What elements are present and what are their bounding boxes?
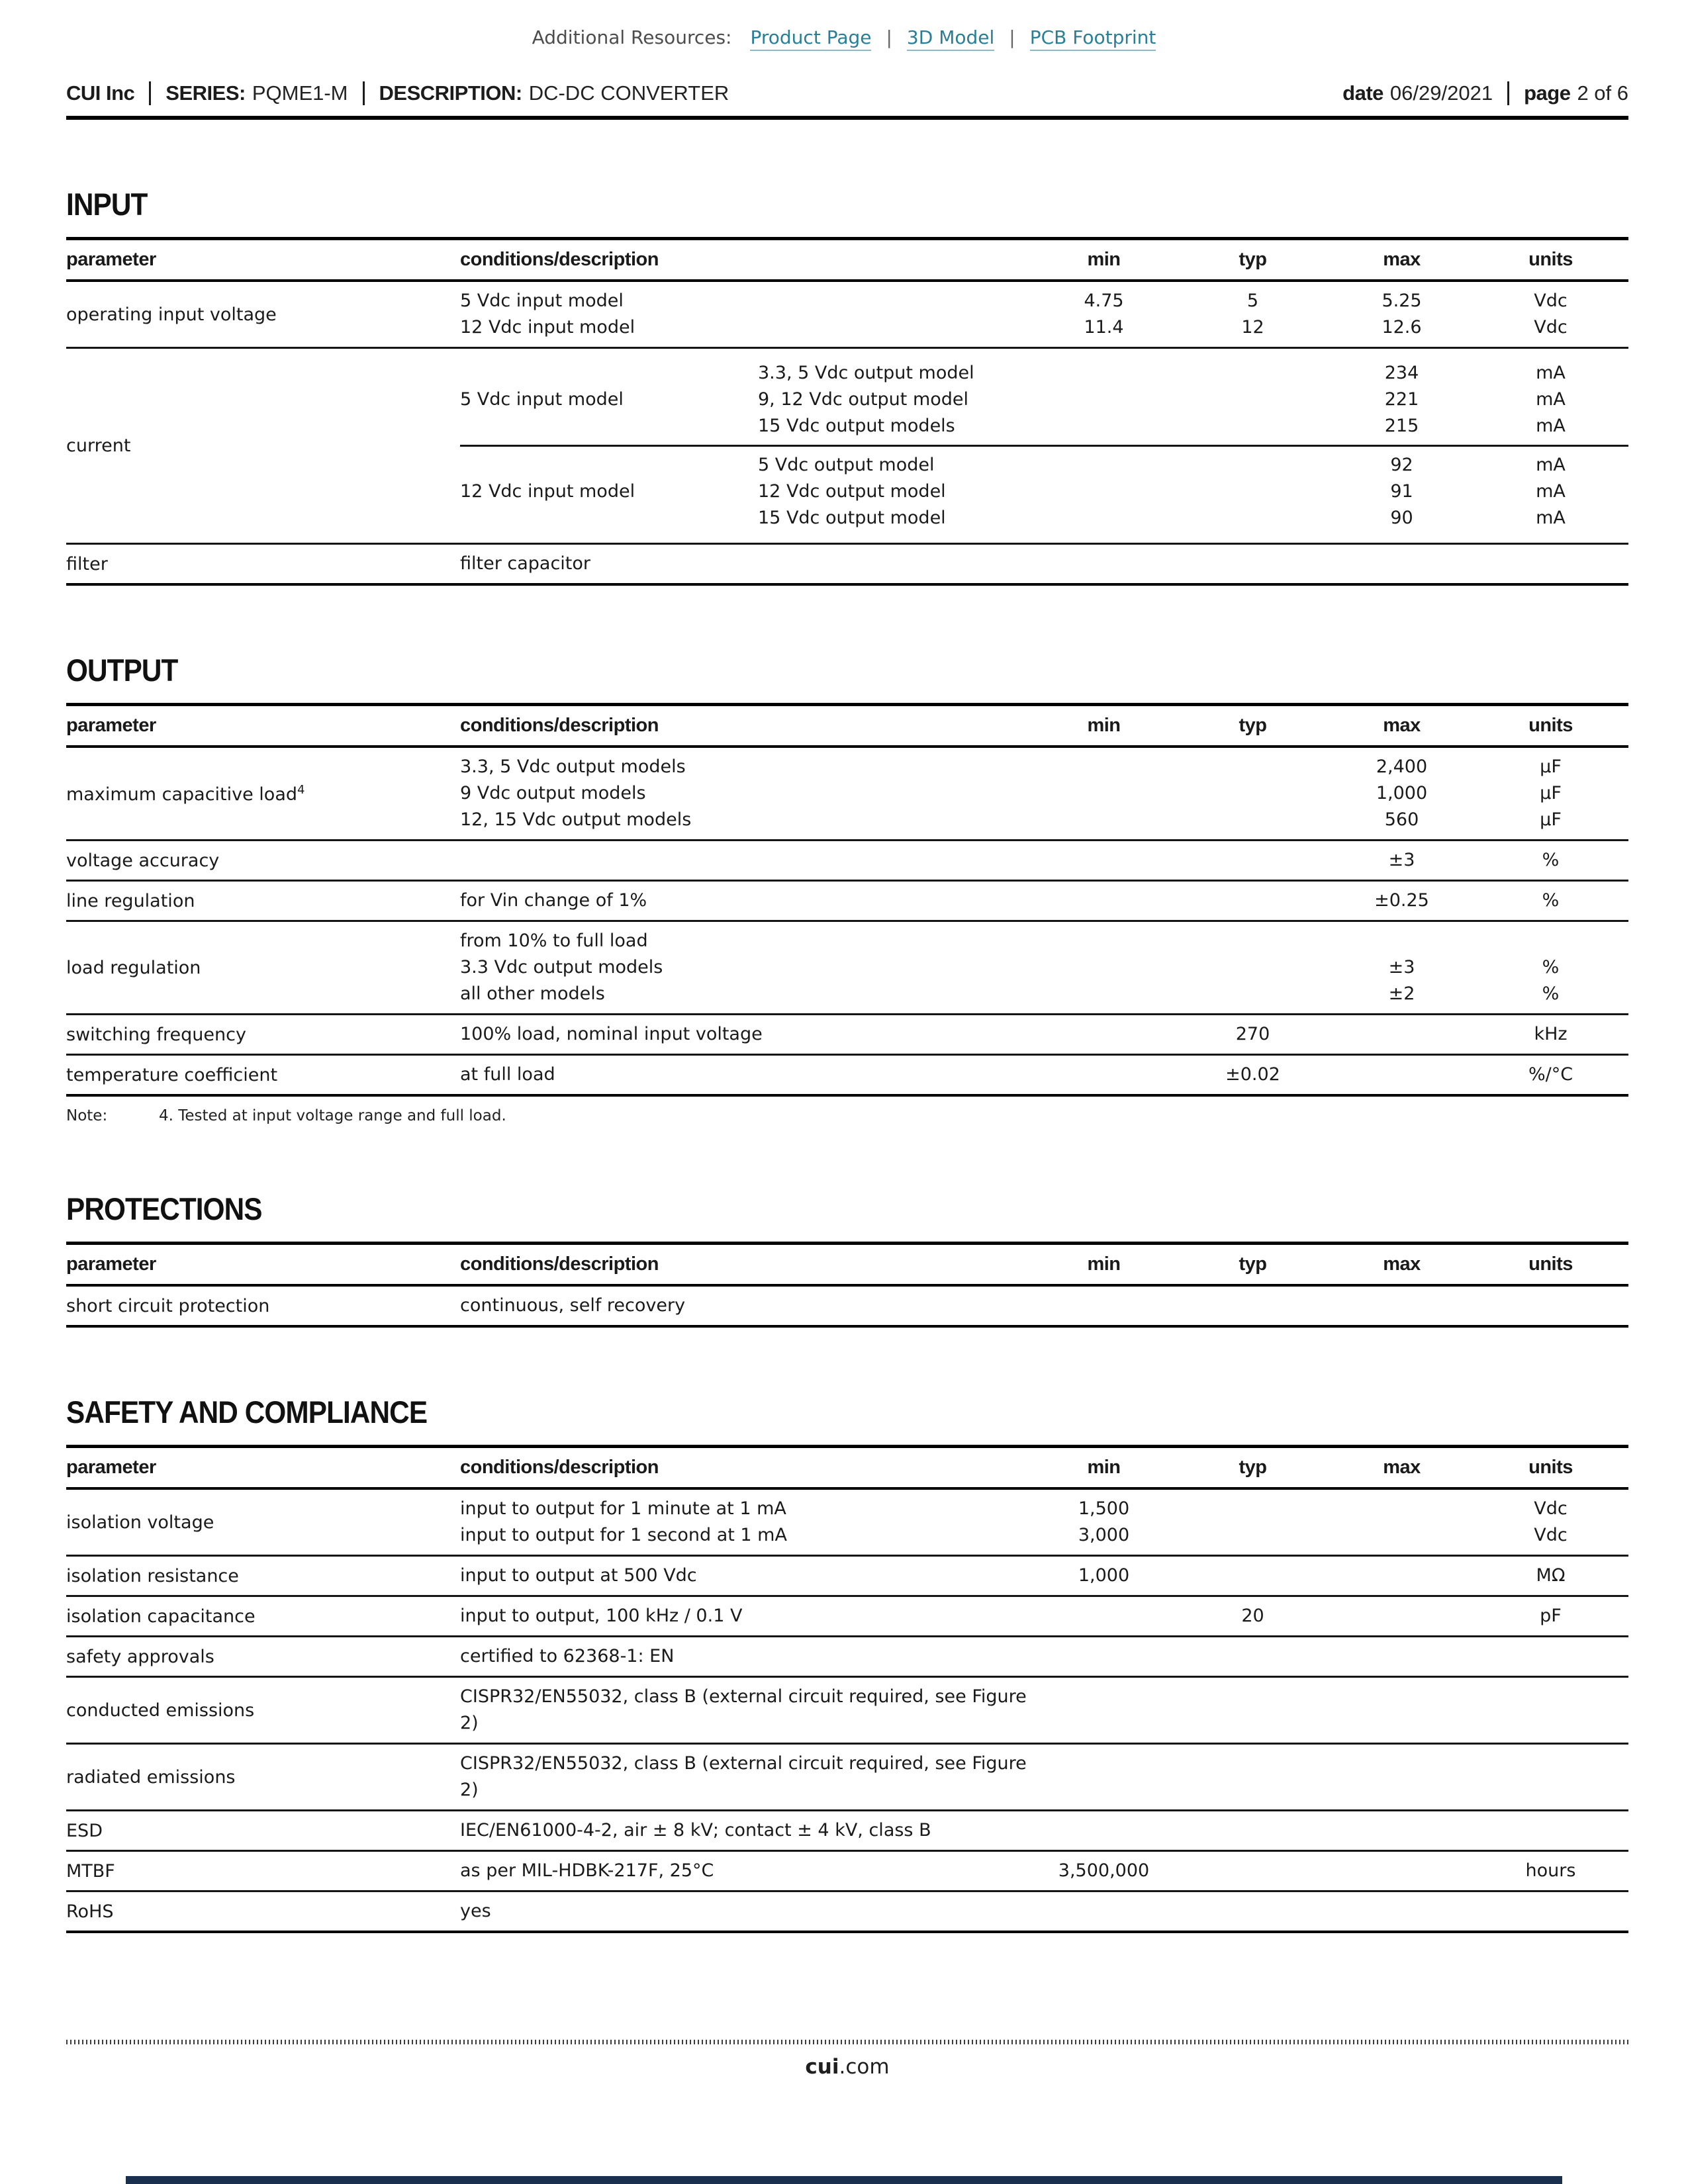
max-cell: 91 xyxy=(1390,481,1413,502)
row-values xyxy=(460,355,1628,537)
max-cell: 5.25 xyxy=(1382,291,1422,311)
additional-resources-bar xyxy=(66,26,1628,48)
header-rule xyxy=(66,116,1628,120)
resources-label: Additional Resources: xyxy=(532,26,732,48)
units-cell: mA xyxy=(1536,455,1566,475)
row-values xyxy=(460,288,1628,341)
series-label: SERIES: xyxy=(165,81,246,105)
table-row xyxy=(66,748,1628,839)
link-separator: | xyxy=(1009,26,1015,48)
condition-cell: all other models xyxy=(460,983,605,1004)
condition-cell: 3.3, 5 Vdc output model xyxy=(758,363,974,383)
table-row xyxy=(66,282,1628,347)
condition-cell: at full load xyxy=(460,1064,555,1085)
section-title-input: INPUT xyxy=(66,187,148,222)
column-header-units: units xyxy=(1528,249,1573,270)
column-header-typ: typ xyxy=(1239,1253,1267,1275)
units-cell: pF xyxy=(1540,1606,1562,1626)
condition-line xyxy=(460,288,1628,314)
block-condition-cell: 5 Vdc input model xyxy=(460,389,624,410)
condition-cell: CISPR32/EN55032, class B (external circuit required, see Figure 2) xyxy=(460,1686,1027,1733)
section-safety-and-compliance xyxy=(66,1394,1628,1933)
column-header-parameter: parameter xyxy=(66,1253,156,1275)
condition-line xyxy=(460,551,1628,577)
condition-line xyxy=(460,1858,1628,1884)
param-cell: radiated emissions xyxy=(66,1766,236,1788)
max-cell: 90 xyxy=(1390,508,1413,528)
typ-cell: 5 xyxy=(1246,291,1259,311)
section-title-output: OUTPUT xyxy=(66,653,178,688)
condition-line xyxy=(460,1643,1628,1670)
condition-cell: 3.3 Vdc output models xyxy=(460,957,663,978)
max-cell: 92 xyxy=(1390,455,1413,475)
table-row xyxy=(66,543,1628,583)
condition-line xyxy=(460,1563,1628,1589)
spec-table-safety-and-compliance xyxy=(66,1445,1628,1933)
column-header-typ: typ xyxy=(1239,249,1267,270)
date-value: 06/29/2021 xyxy=(1389,81,1493,105)
condition-line xyxy=(460,1522,1628,1549)
row-values xyxy=(460,1603,1628,1629)
min-cell: 1,500 xyxy=(1078,1498,1130,1519)
table-row xyxy=(66,1555,1628,1595)
max-cell: ±3 xyxy=(1388,957,1415,978)
units-cell: %/°C xyxy=(1528,1064,1573,1085)
units-cell: % xyxy=(1542,957,1560,978)
min-cell: 4.75 xyxy=(1084,291,1124,311)
max-cell: 560 xyxy=(1384,809,1419,830)
param-cell: operating input voltage xyxy=(66,304,277,325)
typ-cell: 12 xyxy=(1241,317,1264,338)
page-label: page xyxy=(1524,81,1571,105)
condition-block xyxy=(460,355,1628,445)
block-condition-cell: 12 Vdc input model xyxy=(460,481,635,502)
param-cell: ESD xyxy=(66,1820,103,1841)
row-values xyxy=(460,1817,1628,1844)
param-cell: filter xyxy=(66,553,108,574)
units-cell: Vdc xyxy=(1534,1498,1568,1519)
table-note xyxy=(66,1107,1628,1124)
condition-cell: 12, 15 Vdc output models xyxy=(460,809,692,830)
condition-cell: 9 Vdc output models xyxy=(460,783,646,803)
table-row xyxy=(66,1635,1628,1676)
column-header-conditions: conditions/description xyxy=(460,1457,659,1478)
typ-cell: 20 xyxy=(1241,1606,1264,1626)
condition-line xyxy=(460,1817,1628,1844)
condition-cell: yes xyxy=(460,1901,491,1921)
sub-condition-line xyxy=(758,387,1628,413)
condition-cell: filter capacitor xyxy=(460,553,591,574)
section-title-safety-and-compliance: SAFETY AND COMPLIANCE xyxy=(66,1394,428,1430)
table-row xyxy=(66,880,1628,920)
table-header-row xyxy=(66,703,1628,748)
typ-cell: 270 xyxy=(1235,1024,1270,1044)
typ-cell: ±0.02 xyxy=(1225,1064,1280,1085)
condition-line xyxy=(460,807,1628,833)
max-cell: 234 xyxy=(1384,363,1419,383)
condition-cell: 5 Vdc output model xyxy=(758,455,935,475)
units-cell: % xyxy=(1542,983,1560,1004)
row-values xyxy=(460,928,1628,1007)
page-value: 2 of 6 xyxy=(1577,81,1628,105)
units-cell: kHz xyxy=(1534,1024,1568,1044)
row-values xyxy=(460,1293,1628,1319)
condition-cell: 15 Vdc output model xyxy=(758,508,946,528)
condition-line xyxy=(460,1603,1628,1629)
param-cell: line regulation xyxy=(66,890,195,911)
condition-block xyxy=(460,445,1628,537)
row-values xyxy=(460,1563,1628,1589)
column-header-min: min xyxy=(1087,1457,1121,1478)
table-row xyxy=(66,1054,1628,1094)
column-header-conditions: conditions/description xyxy=(460,715,659,736)
condition-cell: for Vin change of 1% xyxy=(460,890,647,911)
condition-cell: input to output at 500 Vdc xyxy=(460,1565,697,1586)
condition-cell: certified to 62368-1: EN xyxy=(460,1646,675,1666)
condition-line xyxy=(460,1898,1628,1925)
condition-cell: as per MIL-HDBK-217F, 25°C xyxy=(460,1860,714,1881)
condition-line xyxy=(460,981,1628,1007)
column-header-min: min xyxy=(1087,249,1121,270)
units-cell: µF xyxy=(1540,756,1562,777)
table-row xyxy=(66,1490,1628,1555)
sub-condition-line xyxy=(758,413,1628,439)
spec-table-protections xyxy=(66,1242,1628,1328)
column-header-units: units xyxy=(1528,715,1573,736)
param-cell: RoHS xyxy=(66,1901,114,1922)
condition-cell: IEC/EN61000-4-2, air ± 8 kV; contact ± 4 kV, class B xyxy=(460,1820,931,1841)
max-cell: 2,400 xyxy=(1376,756,1428,777)
condition-cell: 100% load, nominal input voltage xyxy=(460,1024,763,1044)
table-header-row xyxy=(66,237,1628,282)
max-cell: 221 xyxy=(1384,389,1419,410)
table-row xyxy=(66,1809,1628,1850)
series-value: PQME1-M xyxy=(252,81,348,105)
column-header-max: max xyxy=(1383,249,1421,270)
condition-cell: input to output for 1 minute at 1 mA xyxy=(460,1498,786,1519)
row-values xyxy=(460,1898,1628,1925)
condition-line xyxy=(460,1062,1628,1088)
footer-site-link[interactable] xyxy=(805,2055,889,2079)
param-cell: short circuit protection xyxy=(66,1295,270,1316)
max-cell: ±2 xyxy=(1388,983,1415,1004)
param-cell: voltage accuracy xyxy=(66,850,220,871)
description-label: DESCRIPTION: xyxy=(379,81,522,105)
min-cell: 11.4 xyxy=(1084,317,1124,338)
table-row xyxy=(66,1890,1628,1931)
column-header-max: max xyxy=(1383,1457,1421,1478)
page-content xyxy=(66,0,1628,1933)
spec-table-input xyxy=(66,237,1628,586)
condition-line xyxy=(460,847,1628,874)
sub-condition-line xyxy=(758,478,1628,505)
units-cell: Vdc xyxy=(1534,1525,1568,1545)
column-header-parameter: parameter xyxy=(66,1457,156,1478)
table-row xyxy=(66,1013,1628,1054)
row-values xyxy=(460,1062,1628,1088)
units-cell: mA xyxy=(1536,508,1566,528)
max-cell: ±3 xyxy=(1388,850,1415,870)
condition-line xyxy=(460,928,1628,954)
param-cell: isolation voltage xyxy=(66,1512,214,1533)
max-cell: 1,000 xyxy=(1376,783,1428,803)
condition-line xyxy=(460,1684,1628,1737)
param-cell: switching frequency xyxy=(66,1024,246,1045)
vertical-divider xyxy=(149,81,151,105)
column-header-typ: typ xyxy=(1239,1457,1267,1478)
header-meta-left xyxy=(66,81,729,105)
units-cell: mA xyxy=(1536,389,1566,410)
row-values xyxy=(460,1643,1628,1670)
block-sublines xyxy=(758,360,1628,439)
company-name: CUI Inc xyxy=(66,81,135,105)
date-label: date xyxy=(1342,81,1383,105)
param-cell: temperature coefficient xyxy=(66,1064,278,1085)
vertical-divider xyxy=(363,81,365,105)
param-cell: safety approvals xyxy=(66,1646,214,1667)
max-cell: ±0.25 xyxy=(1374,890,1429,911)
footer-brand-bar xyxy=(126,2176,1562,2184)
condition-cell: from 10% to full load xyxy=(460,931,648,951)
condition-cell: CISPR32/EN55032, class B (external circuit required, see Figure 2) xyxy=(460,1753,1027,1800)
column-header-parameter: parameter xyxy=(66,249,156,270)
table-row xyxy=(66,347,1628,543)
note-label: Note: xyxy=(66,1107,108,1124)
condition-line xyxy=(460,954,1628,981)
footer-dotted-divider xyxy=(66,2040,1628,2044)
table-row xyxy=(66,1743,1628,1809)
sub-condition-line xyxy=(758,505,1628,531)
condition-line xyxy=(460,1496,1628,1522)
condition-cell: input to output for 1 second at 1 mA xyxy=(460,1525,787,1545)
table-row xyxy=(66,920,1628,1013)
units-cell: % xyxy=(1542,890,1560,911)
units-cell: % xyxy=(1542,850,1560,870)
param-cell: conducted emissions xyxy=(66,1700,255,1721)
table-header-row xyxy=(66,1445,1628,1490)
param-cell: maximum capacitive load$^4$ xyxy=(66,782,305,805)
row-values xyxy=(460,1684,1628,1737)
table-row xyxy=(66,1287,1628,1325)
column-header-typ: typ xyxy=(1239,715,1267,736)
link-3d-model[interactable]: 3D Model xyxy=(907,26,994,51)
footer xyxy=(66,2040,1628,2079)
param-cell: current xyxy=(66,435,131,456)
link-pcb-footprint[interactable]: PCB Footprint xyxy=(1030,26,1156,51)
sub-condition-line xyxy=(758,360,1628,387)
min-cell: 1,000 xyxy=(1078,1565,1130,1586)
row-values xyxy=(460,1751,1628,1803)
column-header-conditions: conditions/description xyxy=(460,249,659,270)
row-values xyxy=(460,1021,1628,1048)
condition-cell: 5 Vdc input model xyxy=(460,291,624,311)
min-cell: 3,000 xyxy=(1078,1525,1130,1545)
section-title-protections: PROTECTIONS xyxy=(66,1191,262,1226)
section-output xyxy=(66,652,1628,1124)
row-values xyxy=(460,887,1628,914)
row-values xyxy=(460,754,1628,833)
section-protections xyxy=(66,1191,1628,1328)
footer-site-rest: .com xyxy=(839,2055,890,2079)
sub-condition-line xyxy=(758,452,1628,478)
block-sublines xyxy=(758,452,1628,531)
vertical-divider xyxy=(1507,81,1509,105)
header-meta-row xyxy=(66,81,1628,105)
condition-cell: input to output, 100 kHz / 0.1 V xyxy=(460,1606,743,1626)
link-product-page[interactable]: Product Page xyxy=(750,26,871,51)
condition-line xyxy=(460,1751,1628,1803)
column-header-max: max xyxy=(1383,1253,1421,1275)
table-row xyxy=(66,1676,1628,1743)
column-header-conditions: conditions/description xyxy=(460,1253,659,1275)
table-header-row xyxy=(66,1242,1628,1287)
param-cell: isolation capacitance xyxy=(66,1606,256,1627)
table-row xyxy=(66,1595,1628,1635)
units-cell: mA xyxy=(1536,416,1566,436)
units-cell: Vdc xyxy=(1534,317,1568,338)
footer-site-bold: cui xyxy=(805,2055,839,2079)
units-cell: mA xyxy=(1536,363,1566,383)
units-cell: µF xyxy=(1540,783,1562,803)
column-header-units: units xyxy=(1528,1253,1573,1275)
header-meta-right xyxy=(1342,81,1628,105)
table-row xyxy=(66,839,1628,880)
units-cell: µF xyxy=(1540,809,1562,830)
note-text: 4. Tested at input voltage range and full load. xyxy=(159,1107,506,1124)
table-row xyxy=(66,1850,1628,1890)
spec-table-output xyxy=(66,703,1628,1097)
condition-line xyxy=(460,780,1628,807)
row-values xyxy=(460,847,1628,874)
units-cell: hours xyxy=(1525,1860,1576,1881)
condition-cell: 9, 12 Vdc output model xyxy=(758,389,969,410)
description-value: DC-DC CONVERTER xyxy=(528,81,729,105)
condition-line xyxy=(460,1021,1628,1048)
condition-cell: continuous, self recovery xyxy=(460,1295,686,1316)
row-values xyxy=(460,1858,1628,1884)
param-cell: MTBF xyxy=(66,1860,115,1882)
min-cell: 3,500,000 xyxy=(1058,1860,1150,1881)
condition-line xyxy=(460,314,1628,341)
section-input xyxy=(66,186,1628,586)
condition-cell: 12 Vdc input model xyxy=(460,317,635,338)
units-cell: mA xyxy=(1536,481,1566,502)
units-cell: MΩ xyxy=(1536,1565,1566,1586)
max-cell: 215 xyxy=(1384,416,1419,436)
column-header-min: min xyxy=(1087,715,1121,736)
param-cell: load regulation xyxy=(66,957,201,978)
column-header-parameter: parameter xyxy=(66,715,156,736)
condition-line xyxy=(460,754,1628,780)
condition-line xyxy=(460,887,1628,914)
condition-cell: 15 Vdc output models xyxy=(758,416,955,436)
column-header-max: max xyxy=(1383,715,1421,736)
condition-cell: 12 Vdc output model xyxy=(758,481,946,502)
condition-cell: 3.3, 5 Vdc output models xyxy=(460,756,686,777)
max-cell: 12.6 xyxy=(1382,317,1422,338)
link-separator: | xyxy=(886,26,892,48)
column-header-min: min xyxy=(1087,1253,1121,1275)
param-cell: isolation resistance xyxy=(66,1565,239,1586)
row-values xyxy=(460,1496,1628,1549)
condition-line xyxy=(460,1293,1628,1319)
row-values xyxy=(460,551,1628,577)
units-cell: Vdc xyxy=(1534,291,1568,311)
column-header-units: units xyxy=(1528,1457,1573,1478)
spec-sections xyxy=(66,186,1628,1933)
